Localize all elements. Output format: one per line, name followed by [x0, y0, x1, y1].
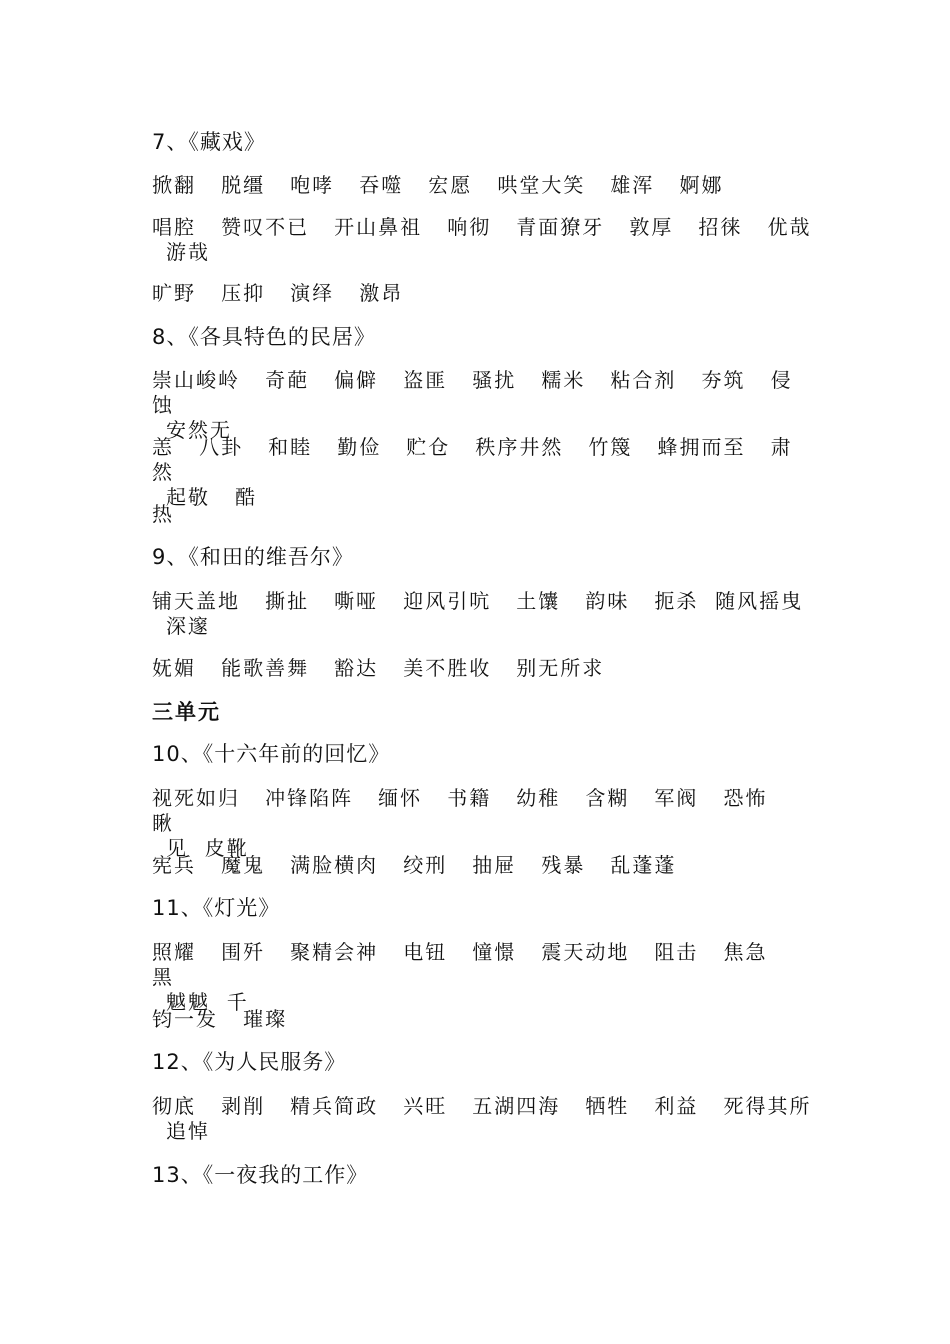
vocab-line: 崇山峻岭 奇葩 偏僻 盗匪 骚扰 糯米 粘合剂 夯筑 侵蚀 [152, 368, 793, 417]
vocab-line: 恙 八卦 和睦 勤俭 贮仓 秩序井然 竹篾 蜂拥而至 肃然 [152, 435, 793, 484]
vocab-line-continued: 游哉 [166, 240, 210, 264]
vocab-line-continued: 安然无 [166, 418, 232, 442]
lesson-heading-10: 10、《十六年前的回忆》 [152, 742, 391, 766]
lesson-heading-8: 8、《各具特色的民居》 [152, 325, 376, 349]
vocab-paragraph [152, 853, 812, 878]
vocab-line-continued: 见 皮靴 [166, 836, 249, 860]
vocab-line: 彻底 剥削 精兵简政 兴旺 五湖四海 牺牲 利益 死得其所 [152, 1094, 812, 1118]
vocab-line: 旷野 压抑 演绎 激昂 [152, 281, 404, 305]
lesson-heading-13: 13、《一夜我的工作》 [152, 1163, 369, 1187]
vocab-line-continued: 深邃 [166, 614, 210, 638]
lesson-heading-9: 9、《和田的维吾尔》 [152, 545, 354, 569]
vocab-line: 妩媚 能歌善舞 豁达 美不胜收 别无所求 [152, 656, 605, 680]
vocab-line: 唱腔 赞叹不已 开山鼻祖 响彻 青面獠牙 敦厚 招徕 优哉 [152, 215, 812, 239]
vocab-paragraph [152, 215, 812, 265]
unit-heading: 三单元 [152, 700, 221, 724]
vocab-line: 照耀 围歼 聚精会神 电钮 憧憬 震天动地 阻击 焦急 黑 [152, 940, 793, 989]
vocab-line-continued: 魆魆 千 [166, 990, 249, 1014]
vocab-line-continued: 追悼 [166, 1119, 210, 1143]
vocab-paragraph [152, 173, 812, 198]
vocab-line: 铺天盖地 撕扯 嘶哑 迎风引吭 土馕 韵味 扼杀 随风摇曳 [152, 589, 804, 613]
vocab-paragraph [152, 656, 812, 681]
lesson-heading-7: 7、《藏戏》 [152, 130, 266, 154]
vocab-paragraph [152, 435, 812, 510]
lesson-heading-11: 11、《灯光》 [152, 896, 281, 920]
vocab-line: 热 [152, 502, 174, 526]
vocab-paragraph [152, 589, 812, 639]
vocab-line-continued: 起敬 酷 [166, 485, 258, 509]
vocab-paragraph [152, 1094, 812, 1144]
vocab-line: 宪兵 魔鬼 满脸横肉 绞刑 抽屉 残暴 乱蓬蓬 [152, 853, 677, 877]
vocab-paragraph [152, 281, 812, 306]
vocab-paragraph [152, 1007, 812, 1032]
vocab-paragraph [152, 786, 812, 861]
vocab-paragraph [152, 502, 812, 527]
vocab-paragraph [152, 940, 812, 1015]
vocab-line: 视死如归 冲锋陷阵 缅怀 书籍 幼稚 含糊 军阀 恐怖 瞅 [152, 786, 793, 835]
vocab-paragraph [152, 368, 812, 443]
vocab-line: 掀翻 脱缰 咆哮 吞噬 宏愿 哄堂大笑 雄浑 婀娜 [152, 173, 724, 197]
lesson-heading-12: 12、《为人民服务》 [152, 1050, 347, 1074]
vocab-line: 钧一发 璀璨 [152, 1007, 288, 1031]
